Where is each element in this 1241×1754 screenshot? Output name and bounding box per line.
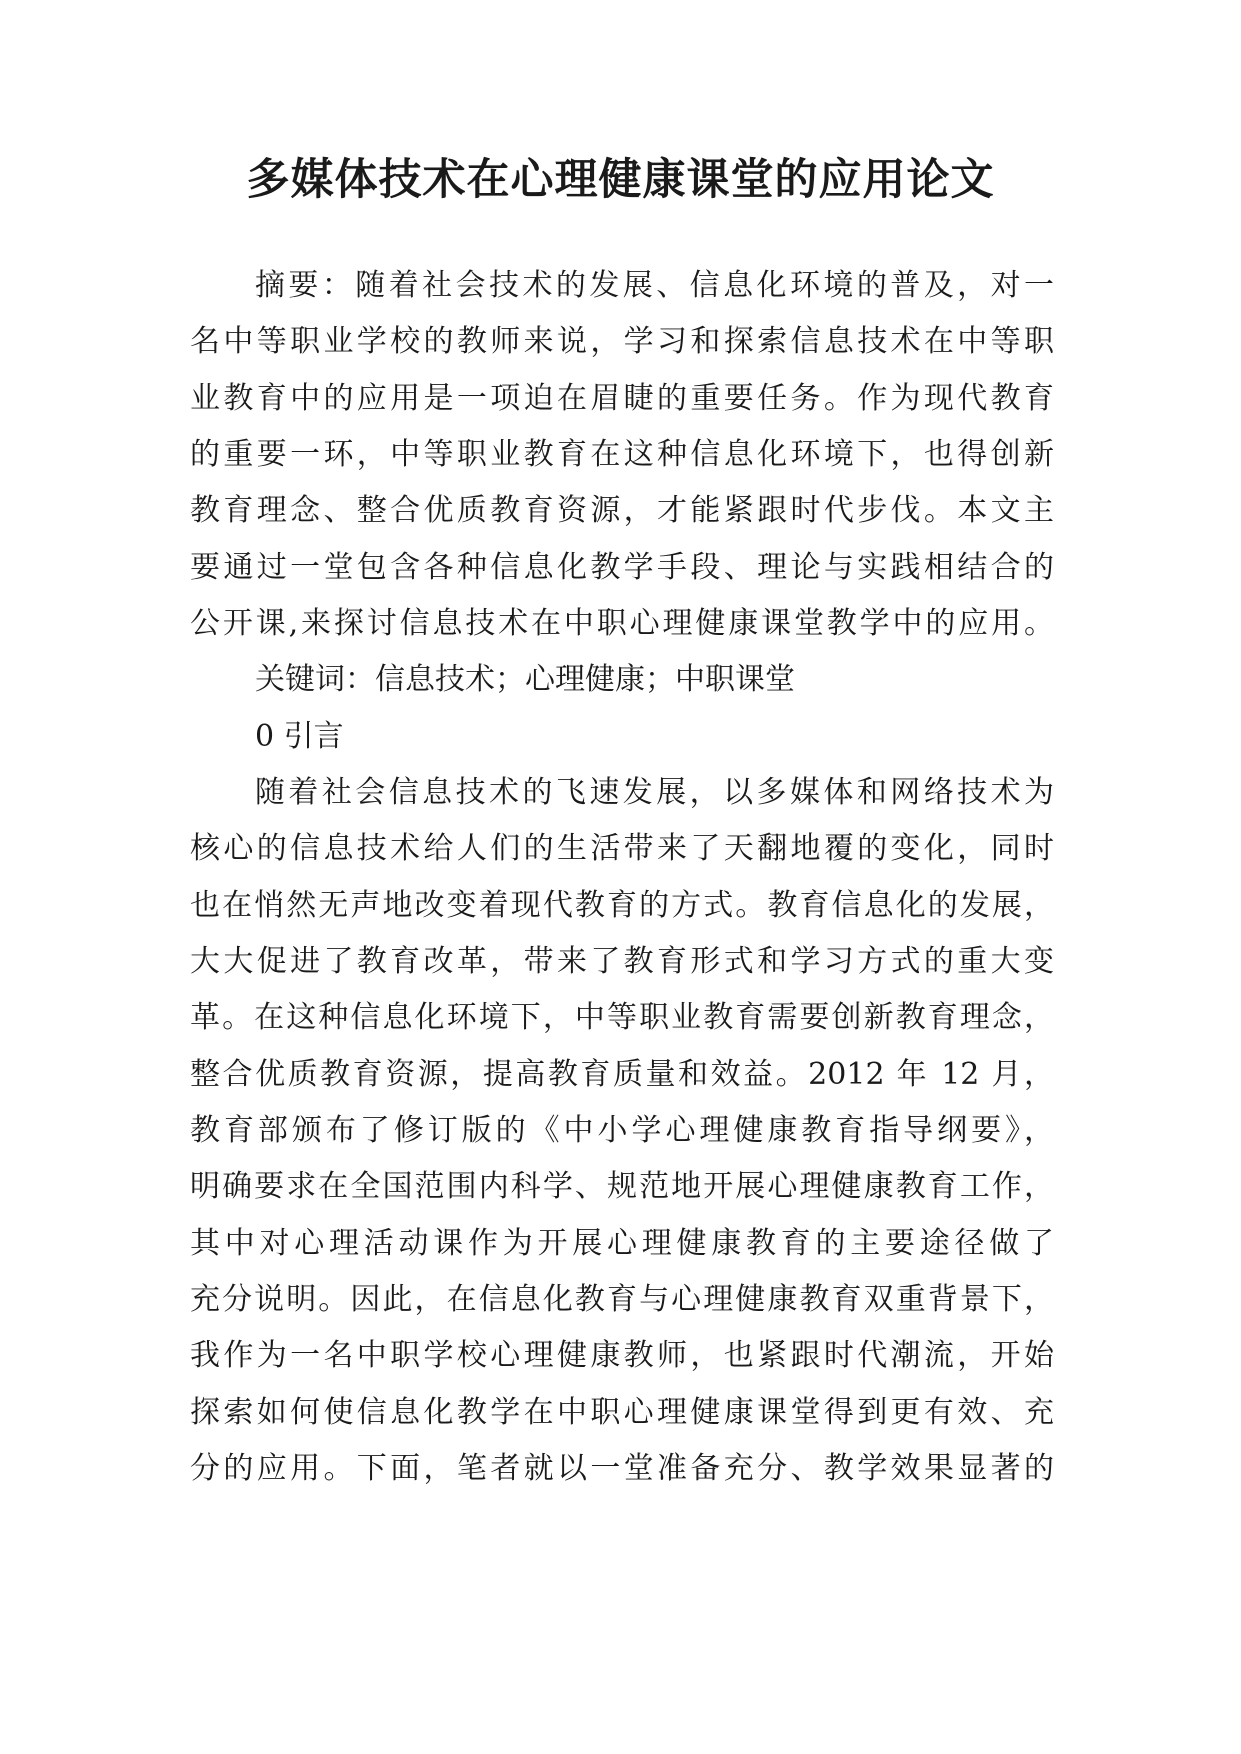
abstract-line-3: 业教育中的应用是一项迫在眉睫的重要任务。作为现代教育 [190, 381, 1054, 416]
keywords-line: 关键词：信息技术；心理健康；中职课堂 [255, 662, 795, 697]
abstract-line-5: 教育理念、整合优质教育资源，才能紧跟时代步伐。本文主 [190, 493, 1054, 528]
body-line-2: 核心的信息技术给人们的生活带来了天翻地覆的变化，同时 [190, 831, 1054, 866]
body-line-10: 充分说明。因此，在信息化教育与心理健康教育双重背景下， [190, 1282, 1054, 1317]
body-line-9: 其中对心理活动课作为开展心理健康教育的主要途径做了 [190, 1226, 1054, 1261]
body-line-4: 大大促进了教育改革，带来了教育形式和学习方式的重大变 [190, 944, 1054, 979]
body-line-3: 也在悄然无声地改变着现代教育的方式。教育信息化的发展， [190, 888, 1054, 923]
abstract-line-4: 的重要一环，中等职业教育在这种信息化环境下，也得创新 [190, 437, 1054, 472]
abstract-line-7: 公开课,来探讨信息技术在中职心理健康课堂教学中的应用。 [190, 606, 1054, 641]
body-line-7: 教育部颁布了修订版的《中小学心理健康教育指导纲要》， [190, 1113, 1054, 1148]
body-line-13: 分的应用。下面，笔者就以一堂准备充分、教学效果显著的 [190, 1451, 1054, 1486]
body-line-8: 明确要求在全国范围内科学、规范地开展心理健康教育工作， [190, 1169, 1054, 1204]
abstract-line-1: 摘要：随着社会技术的发展、信息化环境的普及，对一 [255, 268, 1054, 303]
document-title: 多媒体技术在心理健康课堂的应用论文 [246, 155, 995, 205]
section-heading-introduction: 0 引言 [255, 719, 344, 754]
body-line-5: 革。在这种信息化环境下，中等职业教育需要创新教育理念， [190, 1000, 1054, 1035]
body-line-11: 我作为一名中职学校心理健康教师，也紧跟时代潮流，开始 [190, 1338, 1054, 1373]
body-line-1: 随着社会信息技术的飞速发展，以多媒体和网络技术为 [255, 775, 1054, 810]
body-line-6: 整合优质教育资源，提高教育质量和效益。2012 年 12 月， [190, 1057, 1054, 1092]
abstract-line-6: 要通过一堂包含各种信息化教学手段、理论与实践相结合的 [190, 550, 1054, 585]
body-line-12: 探索如何使信息化教学在中职心理健康课堂得到更有效、充 [190, 1395, 1054, 1430]
abstract-line-2: 名中等职业学校的教师来说，学习和探索信息技术在中等职 [190, 324, 1054, 359]
